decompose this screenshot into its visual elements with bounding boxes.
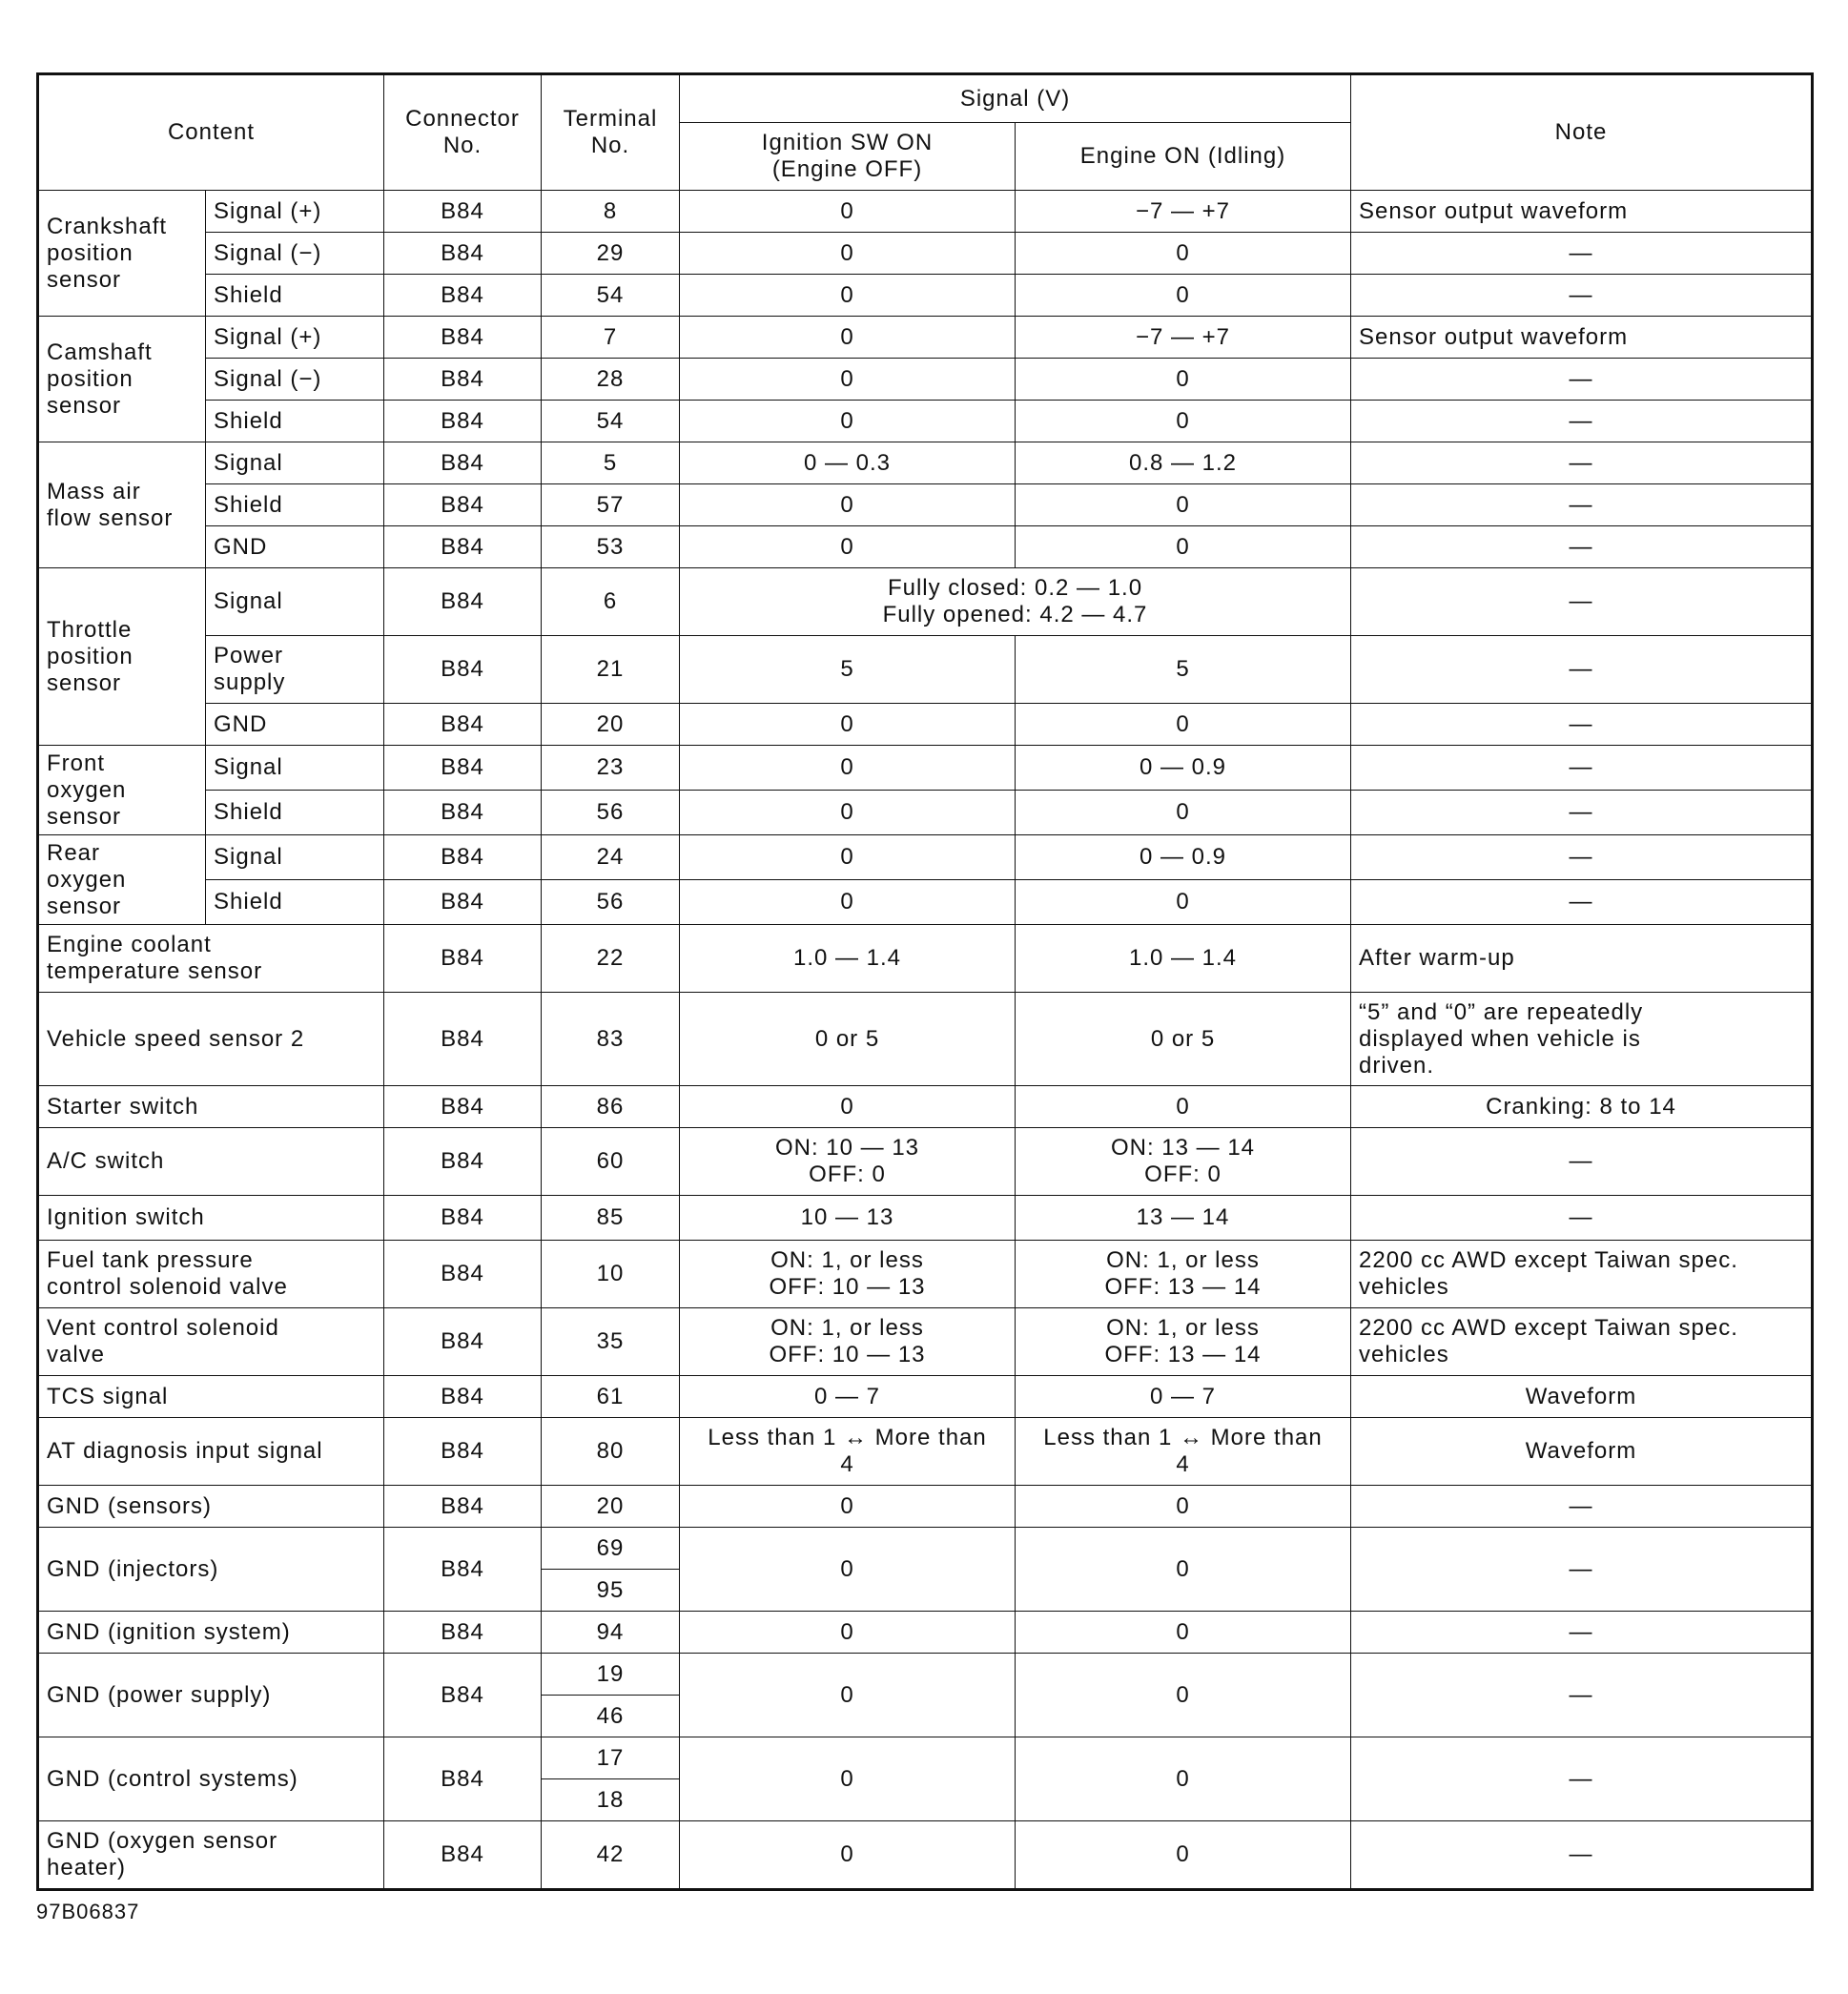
terminal-cell: 35 <box>542 1308 680 1376</box>
table-row <box>38 1612 1813 1654</box>
item-name: Fuel tank pressure control solenoid valve <box>38 1241 384 1308</box>
ignition-on-value: 0 <box>680 275 1016 317</box>
terminal-cell: 54 <box>542 401 680 442</box>
item-name: Vent control solenoid valve <box>38 1308 384 1376</box>
terminal-cell: 80 <box>542 1418 680 1486</box>
ignition-on-value: 0 <box>680 233 1016 275</box>
table-row <box>38 484 1813 526</box>
terminal-cell: 20 <box>542 1486 680 1528</box>
item-name: GND (power supply) <box>38 1654 384 1737</box>
ignition-on-value: 0 <box>680 1737 1016 1821</box>
ignition-on-value: 0 <box>680 880 1016 925</box>
terminal-cell: 86 <box>542 1086 680 1128</box>
note-cell: — <box>1351 746 1813 791</box>
table-body <box>38 191 1813 1890</box>
note-cell: — <box>1351 1612 1813 1654</box>
ignition-on-value: 0 — 7 <box>680 1376 1016 1418</box>
sub-item: Signal <box>206 835 384 880</box>
header-terminal: Terminal No. <box>542 74 680 191</box>
ignition-on-value: 0 <box>680 746 1016 791</box>
terminal-cell: 7 <box>542 317 680 359</box>
table-row <box>38 835 1813 880</box>
ignition-on-value: 5 <box>680 636 1016 704</box>
sensor-name: Throttle position sensor <box>38 568 206 746</box>
connector-cell: B84 <box>384 880 542 925</box>
terminal-cell: 10 <box>542 1241 680 1308</box>
sensor-name: Camshaft position sensor <box>38 317 206 442</box>
note-cell: — <box>1351 359 1813 401</box>
terminal-cell: 42 <box>542 1821 680 1890</box>
terminal-cell: 8 <box>542 191 680 233</box>
terminal-cell: 54 <box>542 275 680 317</box>
header-ignition-on: Ignition SW ON (Engine OFF) <box>680 123 1016 191</box>
note-cell: Waveform <box>1351 1418 1813 1486</box>
item-name: GND (control systems) <box>38 1737 384 1821</box>
connector-cell: B84 <box>384 1376 542 1418</box>
table-row <box>38 275 1813 317</box>
sub-item: Signal (+) <box>206 317 384 359</box>
connector-cell: B84 <box>384 1737 542 1821</box>
ignition-on-value: 0 — 0.3 <box>680 442 1016 484</box>
engine-on-value: 1.0 — 1.4 <box>1016 925 1351 993</box>
sensor-name: Front oxygen sensor <box>38 746 206 835</box>
engine-on-value: 0 <box>1016 1086 1351 1128</box>
connector-cell: B84 <box>384 704 542 746</box>
terminal-cell: 60 <box>542 1128 680 1196</box>
engine-on-value: ON: 1, or less OFF: 13 — 14 <box>1016 1241 1351 1308</box>
engine-on-value: 0 <box>1016 791 1351 835</box>
sub-item: Shield <box>206 791 384 835</box>
connector-cell: B84 <box>384 1486 542 1528</box>
ignition-on-value: 0 <box>680 1821 1016 1890</box>
table-row <box>38 442 1813 484</box>
table-row <box>38 1486 1813 1528</box>
sub-item: GND <box>206 704 384 746</box>
table-row <box>38 1376 1813 1418</box>
figure-code: 97B06837 <box>36 1900 140 1923</box>
table-row <box>38 359 1813 401</box>
engine-on-value: 0 — 0.9 <box>1016 835 1351 880</box>
terminal-cell: 53 <box>542 526 680 568</box>
ignition-on-value: 0 <box>680 1086 1016 1128</box>
engine-on-value: 0 or 5 <box>1016 993 1351 1086</box>
connector-cell: B84 <box>384 636 542 704</box>
item-name: Starter switch <box>38 1086 384 1128</box>
table-row <box>38 704 1813 746</box>
ignition-on-value: 0 <box>680 791 1016 835</box>
ignition-on-value: 0 <box>680 704 1016 746</box>
connector-cell: B84 <box>384 275 542 317</box>
item-name: TCS signal <box>38 1376 384 1418</box>
note-cell: — <box>1351 484 1813 526</box>
connector-cell: B84 <box>384 1612 542 1654</box>
note-cell: — <box>1351 835 1813 880</box>
note-cell: — <box>1351 1486 1813 1528</box>
table-row <box>38 636 1813 704</box>
ignition-on-value: 0 <box>680 191 1016 233</box>
engine-on-value: 0 <box>1016 401 1351 442</box>
terminal-cell: 95 <box>542 1570 680 1612</box>
note-cell: — <box>1351 1196 1813 1241</box>
engine-on-value: 0 <box>1016 275 1351 317</box>
connector-cell: B84 <box>384 925 542 993</box>
terminal-cell: 19 <box>542 1654 680 1696</box>
table-row <box>38 191 1813 233</box>
table-row <box>38 1086 1813 1128</box>
sub-item: Power supply <box>206 636 384 704</box>
ignition-on-value: ON: 1, or less OFF: 10 — 13 <box>680 1241 1016 1308</box>
item-name: Vehicle speed sensor 2 <box>38 993 384 1086</box>
connector-cell: B84 <box>384 359 542 401</box>
note-cell: — <box>1351 791 1813 835</box>
note-cell: — <box>1351 704 1813 746</box>
terminal-cell: 22 <box>542 925 680 993</box>
engine-on-value: 0 <box>1016 1486 1351 1528</box>
ignition-on-value: 1.0 — 1.4 <box>680 925 1016 993</box>
table-row <box>38 1196 1813 1241</box>
terminal-cell: 29 <box>542 233 680 275</box>
table-row <box>38 1241 1813 1308</box>
sub-item: Signal <box>206 746 384 791</box>
ignition-on-value: ON: 10 — 13 OFF: 0 <box>680 1128 1016 1196</box>
sub-item: Shield <box>206 401 384 442</box>
ignition-on-value: 0 <box>680 1528 1016 1612</box>
terminal-cell: 17 <box>542 1737 680 1779</box>
engine-on-value: 0 <box>1016 526 1351 568</box>
terminal-cell: 56 <box>542 880 680 925</box>
connector-cell: B84 <box>384 746 542 791</box>
sub-item: Signal <box>206 568 384 636</box>
connector-cell: B84 <box>384 1528 542 1612</box>
ignition-on-value: 0 <box>680 484 1016 526</box>
note-cell: — <box>1351 568 1813 636</box>
connector-cell: B84 <box>384 1308 542 1376</box>
ignition-on-value: 0 <box>680 1486 1016 1528</box>
sub-item: Signal <box>206 442 384 484</box>
sensor-name: Mass air flow sensor <box>38 442 206 568</box>
connector-cell: B84 <box>384 317 542 359</box>
note-cell: 2200 cc AWD except Taiwan spec. vehicles <box>1351 1241 1813 1308</box>
table-row <box>38 1821 1813 1890</box>
sub-item: Signal (−) <box>206 359 384 401</box>
connector-cell: B84 <box>384 191 542 233</box>
engine-on-value: 0 <box>1016 880 1351 925</box>
note-cell: — <box>1351 401 1813 442</box>
terminal-cell: 5 <box>542 442 680 484</box>
note-cell: — <box>1351 526 1813 568</box>
connector-cell: B84 <box>384 401 542 442</box>
engine-on-value: ON: 13 — 14 OFF: 0 <box>1016 1128 1351 1196</box>
table-row <box>38 1528 1813 1570</box>
terminal-cell: 6 <box>542 568 680 636</box>
connector-cell: B84 <box>384 1241 542 1308</box>
connector-cell: B84 <box>384 835 542 880</box>
ignition-on-value: Less than 1 ↔ More than 4 <box>680 1418 1016 1486</box>
table-header <box>38 74 1813 191</box>
header-connector: Connector No. <box>384 74 542 191</box>
engine-on-value: 0 <box>1016 484 1351 526</box>
item-name: GND (sensors) <box>38 1486 384 1528</box>
sub-item: GND <box>206 526 384 568</box>
table-row <box>38 1418 1813 1486</box>
terminal-cell: 18 <box>542 1779 680 1821</box>
terminal-cell: 21 <box>542 636 680 704</box>
engine-on-value: 13 — 14 <box>1016 1196 1351 1241</box>
ignition-on-value: 0 or 5 <box>680 993 1016 1086</box>
ignition-on-value: 0 <box>680 317 1016 359</box>
terminal-cell: 57 <box>542 484 680 526</box>
header-note: Note <box>1351 74 1813 191</box>
table-row <box>38 746 1813 791</box>
note-cell: Sensor output waveform <box>1351 191 1813 233</box>
table-row <box>38 1737 1813 1779</box>
engine-on-value: 0 <box>1016 1528 1351 1612</box>
terminal-cell: 28 <box>542 359 680 401</box>
note-cell: — <box>1351 1821 1813 1890</box>
item-name: AT diagnosis input signal <box>38 1418 384 1486</box>
sub-item: Shield <box>206 880 384 925</box>
table-row <box>38 993 1813 1086</box>
terminal-cell: 24 <box>542 835 680 880</box>
engine-on-value: 0 <box>1016 704 1351 746</box>
header-signal: Signal (V) <box>680 74 1351 123</box>
note-cell: — <box>1351 233 1813 275</box>
ignition-on-value: 0 <box>680 1654 1016 1737</box>
engine-on-value: 0 — 7 <box>1016 1376 1351 1418</box>
ignition-on-value: 10 — 13 <box>680 1196 1016 1241</box>
connector-cell: B84 <box>384 1418 542 1486</box>
connector-cell: B84 <box>384 1654 542 1737</box>
ignition-on-value: ON: 1, or less OFF: 10 — 13 <box>680 1308 1016 1376</box>
note-cell: — <box>1351 1128 1813 1196</box>
engine-on-value: −7 — +7 <box>1016 191 1351 233</box>
sub-item: Shield <box>206 484 384 526</box>
terminal-cell: 83 <box>542 993 680 1086</box>
terminal-cell: 23 <box>542 746 680 791</box>
note-cell: Cranking: 8 to 14 <box>1351 1086 1813 1128</box>
engine-on-value: 0 <box>1016 233 1351 275</box>
engine-on-value: 0 <box>1016 359 1351 401</box>
table-row <box>38 791 1813 835</box>
connector-cell: B84 <box>384 568 542 636</box>
item-name: A/C switch <box>38 1128 384 1196</box>
signal-merged-cell: Fully closed: 0.2 — 1.0 Fully opened: 4.2 — 4.7 <box>680 568 1351 636</box>
connector-cell: B84 <box>384 993 542 1086</box>
item-name: Ignition switch <box>38 1196 384 1241</box>
sub-item: Signal (+) <box>206 191 384 233</box>
table-row <box>38 568 1813 636</box>
terminal-signal-sheet <box>36 72 1811 1891</box>
note-cell: “5” and “0” are repeatedly displayed when vehicle is driven. <box>1351 993 1813 1086</box>
connector-cell: B84 <box>384 1196 542 1241</box>
table-row <box>38 317 1813 359</box>
table-row <box>38 526 1813 568</box>
connector-cell: B84 <box>384 1086 542 1128</box>
item-name: Engine coolant temperature sensor <box>38 925 384 993</box>
note-cell: — <box>1351 442 1813 484</box>
note-cell: — <box>1351 1654 1813 1737</box>
note-cell: — <box>1351 880 1813 925</box>
signal-table <box>36 72 1814 1891</box>
terminal-cell: 61 <box>542 1376 680 1418</box>
connector-cell: B84 <box>384 233 542 275</box>
terminal-cell: 20 <box>542 704 680 746</box>
note-cell: — <box>1351 275 1813 317</box>
terminal-cell: 85 <box>542 1196 680 1241</box>
sub-item: Signal (−) <box>206 233 384 275</box>
item-name: GND (ignition system) <box>38 1612 384 1654</box>
connector-cell: B84 <box>384 526 542 568</box>
header-engine-on: Engine ON (Idling) <box>1016 123 1351 191</box>
terminal-cell: 69 <box>542 1528 680 1570</box>
sub-item: Shield <box>206 275 384 317</box>
item-name: GND (oxygen sensor heater) <box>38 1821 384 1890</box>
terminal-cell: 94 <box>542 1612 680 1654</box>
connector-cell: B84 <box>384 484 542 526</box>
note-cell: Waveform <box>1351 1376 1813 1418</box>
connector-cell: B84 <box>384 1821 542 1890</box>
engine-on-value: 0 <box>1016 1612 1351 1654</box>
ignition-on-value: 0 <box>680 526 1016 568</box>
table-row <box>38 1654 1813 1696</box>
header-content: Content <box>38 74 384 191</box>
note-cell: — <box>1351 636 1813 704</box>
ignition-on-value: 0 <box>680 359 1016 401</box>
table-row <box>38 401 1813 442</box>
note-cell: 2200 cc AWD except Taiwan spec. vehicles <box>1351 1308 1813 1376</box>
engine-on-value: 0 <box>1016 1821 1351 1890</box>
connector-cell: B84 <box>384 1128 542 1196</box>
note-cell: Sensor output waveform <box>1351 317 1813 359</box>
terminal-cell: 46 <box>542 1696 680 1737</box>
engine-on-value: 0 <box>1016 1737 1351 1821</box>
note-cell: After warm-up <box>1351 925 1813 993</box>
terminal-cell: 56 <box>542 791 680 835</box>
sensor-name: Rear oxygen sensor <box>38 835 206 925</box>
table-row <box>38 233 1813 275</box>
table-row <box>38 880 1813 925</box>
item-name: GND (injectors) <box>38 1528 384 1612</box>
engine-on-value: 0 <box>1016 1654 1351 1737</box>
ignition-on-value: 0 <box>680 1612 1016 1654</box>
engine-on-value: ON: 1, or less OFF: 13 — 14 <box>1016 1308 1351 1376</box>
note-cell: — <box>1351 1737 1813 1821</box>
table-row <box>38 1128 1813 1196</box>
sensor-name: Crankshaft position sensor <box>38 191 206 317</box>
engine-on-value: −7 — +7 <box>1016 317 1351 359</box>
engine-on-value: Less than 1 ↔ More than 4 <box>1016 1418 1351 1486</box>
table-row <box>38 925 1813 993</box>
connector-cell: B84 <box>384 442 542 484</box>
note-cell: — <box>1351 1528 1813 1612</box>
ignition-on-value: 0 <box>680 835 1016 880</box>
engine-on-value: 5 <box>1016 636 1351 704</box>
ignition-on-value: 0 <box>680 401 1016 442</box>
connector-cell: B84 <box>384 791 542 835</box>
engine-on-value: 0 — 0.9 <box>1016 746 1351 791</box>
engine-on-value: 0.8 — 1.2 <box>1016 442 1351 484</box>
table-row <box>38 1308 1813 1376</box>
